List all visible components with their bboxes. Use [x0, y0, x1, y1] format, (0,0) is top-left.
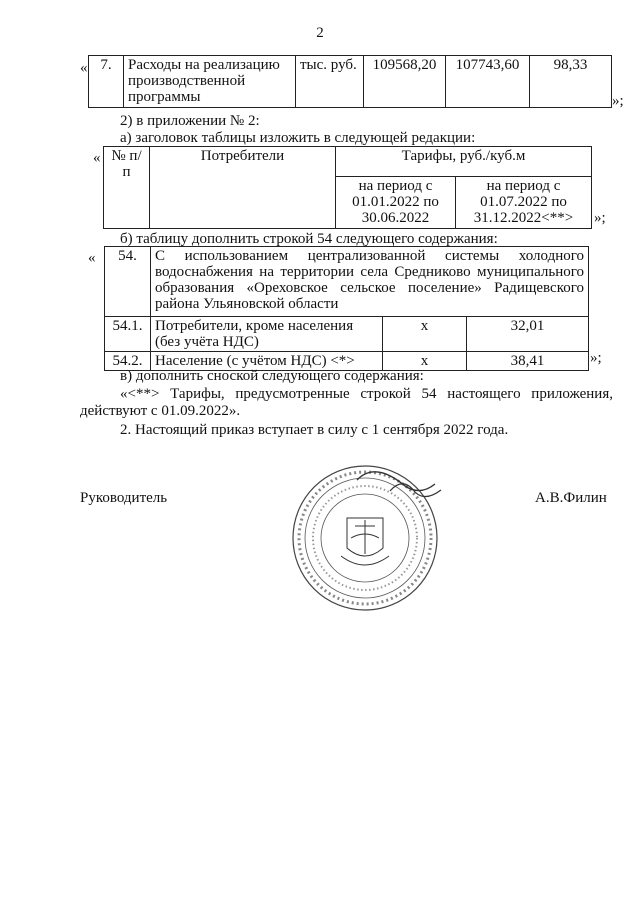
paragraph-a: а) заголовок таблицы изложить в следующей редакции:: [120, 130, 476, 146]
row-54-1-value-1: x: [383, 317, 467, 352]
official-seal-stamp: [285, 456, 445, 616]
row-54-1-number: 54.1.: [105, 317, 151, 352]
paragraph-appendix-2: 2) в приложении № 2:: [120, 113, 260, 129]
page-number: 2: [316, 25, 324, 41]
paragraph-c: в) дополнить сноской следующего содержания:: [120, 368, 424, 384]
header-tariffs: Тарифы, руб./куб.м: [336, 147, 592, 177]
row-54-2-text: Население (с учётом НДС) <*>: [151, 352, 383, 371]
row-name: Расходы на реализацию производственной программы: [124, 56, 296, 108]
row-54-2-value-2: 38,41: [467, 352, 589, 371]
signature-name: А.В.Филин: [535, 490, 607, 506]
table-header: [103, 146, 592, 229]
row-value-3: 98,33: [530, 56, 612, 108]
open-quote: «: [93, 150, 101, 166]
paragraph-2: 2. Настоящий приказ вступает в силу с 1 сентября 2022 года.: [120, 422, 509, 438]
header-period-1: на период с 01.01.2022 по 30.06.2022: [336, 177, 456, 229]
table-row: [105, 317, 589, 352]
header-period-2: на период с 01.07.2022 по 31.12.2022<**>: [456, 177, 592, 229]
close-quote: »;: [590, 350, 602, 366]
table-row: [89, 56, 612, 108]
header-number: № п/п: [104, 147, 150, 229]
table-row: [105, 247, 589, 317]
close-quote: »;: [612, 93, 624, 109]
open-quote: «: [88, 250, 96, 266]
row-value-2: 107743,60: [446, 56, 530, 108]
row-54-text: С использованием централизованной системы холодного водоснабжения на территории села Средниково муниципального образования «Ореховское сельское поселение» Радищевского района Ульяновской области: [151, 247, 589, 317]
row-54-1-value-2: 32,01: [467, 317, 589, 352]
header-consumers: Потребители: [150, 147, 336, 229]
open-quote: «: [80, 60, 88, 76]
close-quote: »;: [594, 210, 606, 226]
row-number: 7.: [89, 56, 124, 108]
row-54-2-number: 54.2.: [105, 352, 151, 371]
paragraph-b: б) таблицу дополнить строкой 54 следующего содержания:: [120, 231, 498, 247]
table-expenses: [88, 55, 612, 108]
table-row-54: [104, 246, 589, 371]
paragraph-footnote: «<**> Тарифы, предусмотренные строкой 54 настоящего приложения, действуют с 01.09.2022».: [80, 386, 613, 419]
row-value-1: 109568,20: [364, 56, 446, 108]
row-54-number: 54.: [105, 247, 151, 317]
signature-role: Руководитель: [80, 490, 168, 506]
row-54-2-value-1: x: [383, 352, 467, 371]
row-unit: тыс. руб.: [296, 56, 364, 108]
row-54-1-text: Потребители, кроме населения (без учёта НДС): [151, 317, 383, 352]
